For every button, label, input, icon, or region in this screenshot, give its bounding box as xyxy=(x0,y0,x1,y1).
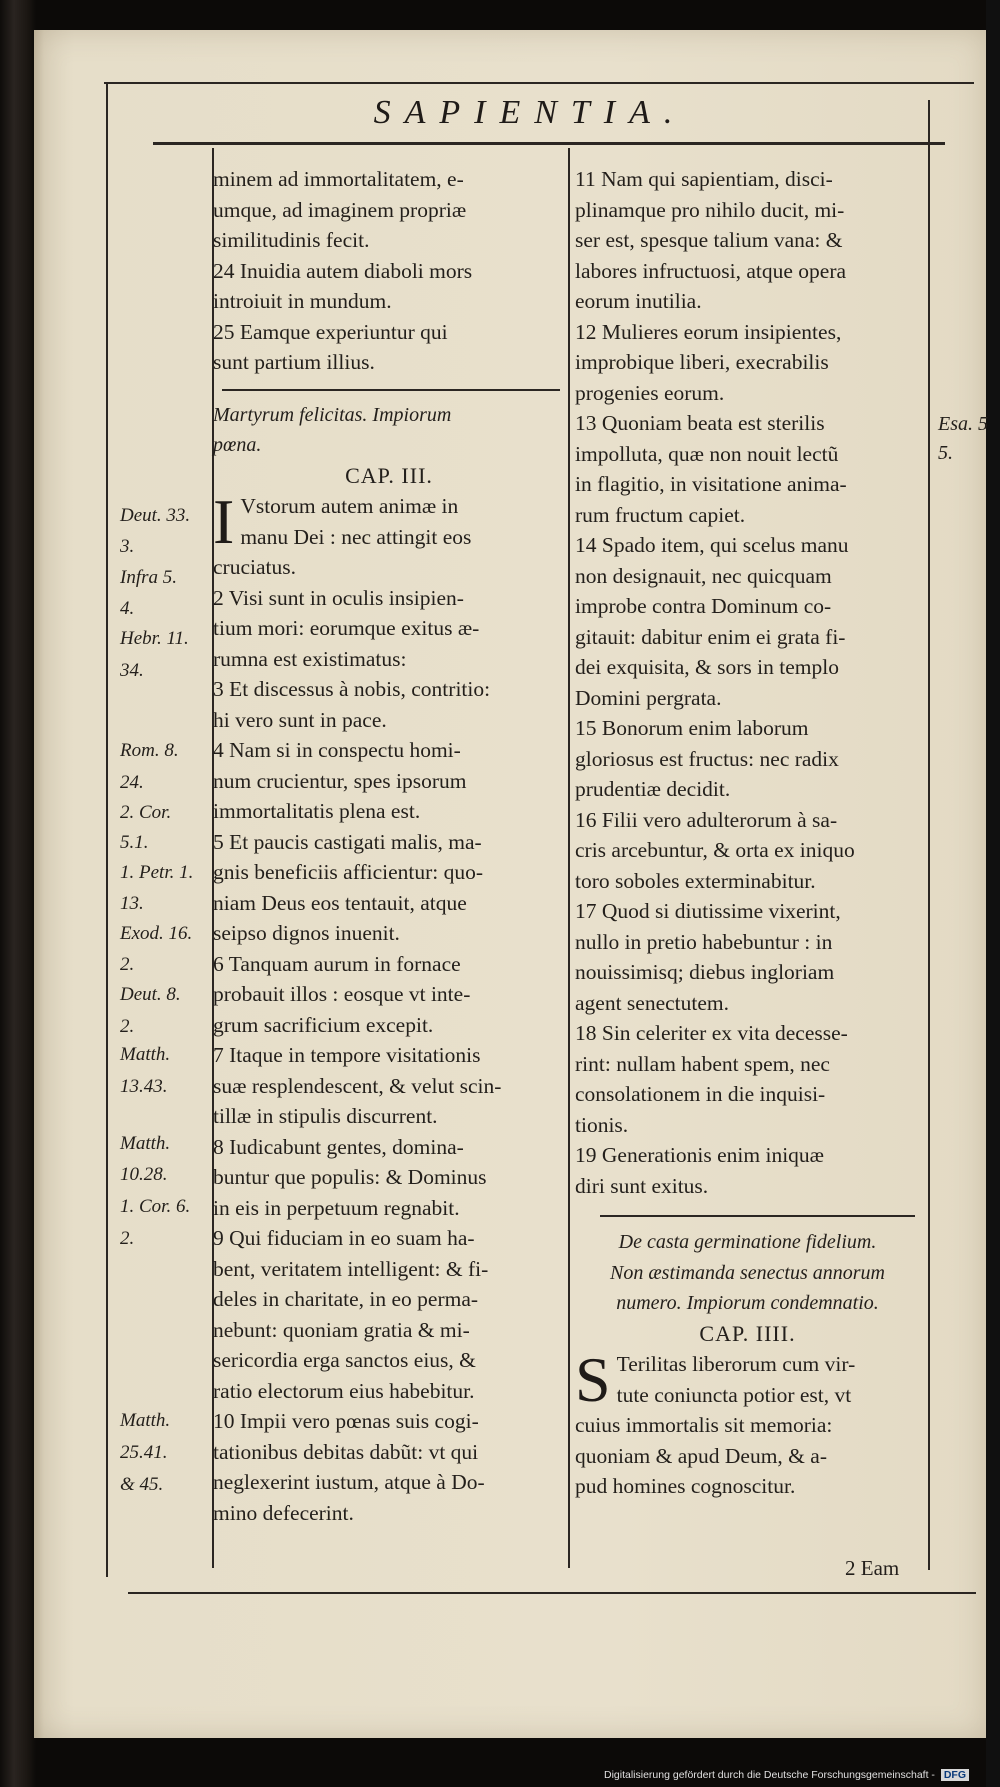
margin-reference: Deut. 8. xyxy=(120,984,181,1005)
text-line: 10 Impii vero pœnas suis cogi- xyxy=(213,1409,479,1433)
margin-reference: 13. xyxy=(120,893,144,914)
text-line: cruciatus. xyxy=(213,555,296,579)
top-rule xyxy=(104,82,974,84)
margin-reference: Exod. 16. xyxy=(120,923,193,944)
margin-reference: 25.41. xyxy=(120,1442,168,1463)
text-line: gitauit: dabitur enim ei grata fi- xyxy=(575,624,846,649)
text-line: 9 Qui fiduciam in eo suam ha- xyxy=(213,1226,475,1250)
text-line: 16 Filii vero adulterorum à sa- xyxy=(575,807,838,832)
text-line: nullo in pretio habebuntur : in xyxy=(575,929,833,954)
text-line: pud homines cognoscitur. xyxy=(575,1474,796,1498)
text-line: 17 Quod si diutissime vixerint, xyxy=(575,899,841,923)
text-line: 2 Visi sunt in oculis insipien- xyxy=(213,585,464,610)
text-line: umque, ad imaginem propriæ xyxy=(213,197,467,222)
column-divider-rule xyxy=(568,148,570,1568)
margin-reference: Infra 5. xyxy=(120,567,177,588)
text-line: nouissimisq; diebus ingloriam xyxy=(575,960,835,984)
text-line: 18 Sin celeriter ex vita decesse- xyxy=(575,1021,848,1045)
text-line: grum sacrificium excepit. xyxy=(213,1012,434,1037)
text-line: gloriosus est fructus: nec radix xyxy=(575,746,839,771)
section-heading: Non æstimanda senectus annorum xyxy=(610,1261,885,1284)
chapter-heading: CAP. IIII. xyxy=(699,1320,796,1346)
text-line: consolationem in die inquisi- xyxy=(575,1082,826,1106)
margin-reference: Matth. xyxy=(120,1133,171,1154)
section-heading: De casta germinatione fidelium. xyxy=(618,1231,877,1253)
margin-reference: 4. xyxy=(120,598,135,619)
text-line: progenies eorum. xyxy=(575,380,725,405)
margin-reference: 10.28. xyxy=(120,1164,168,1185)
text-line: 6 Tanquam aurum in fornace xyxy=(213,951,461,976)
text-line: toro soboles exterminabitur. xyxy=(575,868,816,893)
text-line: 4 Nam si in conspectu homi- xyxy=(213,738,461,762)
section-heading: pœna. xyxy=(213,434,262,456)
margin-reference: Hebr. 11. xyxy=(120,628,189,649)
text-line: suæ resplendescent, & velut scin- xyxy=(213,1073,502,1098)
text-line: cuius immortalis sit memoria: xyxy=(575,1413,833,1437)
section-heading: Martyrum felicitas. Impiorum xyxy=(213,403,452,426)
text-line: impolluta, quæ non nouit lectũ xyxy=(575,441,839,466)
right-margin-references xyxy=(938,413,988,465)
text-line: nebunt: quoniam gratia & mi- xyxy=(213,1317,470,1342)
text-line: minem ad immortalitatem, e- xyxy=(213,167,464,191)
header-rule xyxy=(153,142,945,145)
text-line: 15 Bonorum enim laborum xyxy=(575,716,809,740)
text-line: mino defecerint. xyxy=(213,1500,354,1525)
margin-reference: Matth. xyxy=(120,1044,171,1065)
text-line: 19 Generationis enim iniquæ xyxy=(575,1143,825,1167)
text-line: manu Dei : nec attingit eos xyxy=(240,524,472,549)
text-line: prudentiæ decidit. xyxy=(575,777,731,801)
text-line: similitudinis fecit. xyxy=(213,228,370,252)
dfg-logo: DFG xyxy=(941,1769,969,1781)
text-line: 25 Eamque experiuntur qui xyxy=(213,319,448,344)
right-text-column xyxy=(575,164,920,1502)
right-vertical-rule xyxy=(928,100,930,1570)
scan-right-edge xyxy=(986,0,1000,1787)
text-line: in flagitio, in visitatione anima- xyxy=(575,472,847,496)
text-line: niam Deus eos tentauit, atque xyxy=(213,890,467,915)
text-line: bent, veritatem intelligent: & fi- xyxy=(213,1256,489,1281)
text-line: sunt partium illius. xyxy=(213,350,375,374)
text-line: ratio electorum eius habebitur. xyxy=(213,1378,475,1403)
text-line: rint: nullam habent spem, nec xyxy=(575,1051,830,1076)
text-line: cris arcebuntur, & orta ex iniquo xyxy=(575,838,855,862)
text-line: deles in charitate, in eo perma- xyxy=(213,1287,479,1311)
margin-reference: 5. xyxy=(938,442,953,464)
margin-reference: 24. xyxy=(120,772,144,793)
margin-reference: 1. Petr. 1. xyxy=(120,862,194,883)
page-running-title: SAPIENTIA. xyxy=(373,94,687,131)
text-line: sericordia erga sanctos eius, & xyxy=(213,1348,476,1372)
margin-reference: 34. xyxy=(120,660,144,681)
text-line: labores infructuosi, atque opera xyxy=(575,258,847,283)
text-line: 5 Et paucis castigati malis, ma- xyxy=(213,829,482,854)
drop-cap: I xyxy=(213,491,235,552)
text-line: num crucientur, spes ipsorum xyxy=(213,768,467,793)
text-line: tionis. xyxy=(575,1112,629,1137)
text-line: tute coniuncta potior est, vt xyxy=(616,1382,852,1407)
text-line: non designauit, nec quicquam xyxy=(575,563,832,588)
text-line: 13 Quoniam beata est sterilis xyxy=(575,411,825,435)
digitization-credit xyxy=(604,1769,969,1781)
drop-cap: S xyxy=(575,1349,611,1410)
margin-reference: 13.43. xyxy=(120,1076,168,1097)
text-line: introiuit in mundum. xyxy=(213,289,392,313)
margin-reference: Deut. 33. xyxy=(120,505,191,526)
margin-reference: 3. xyxy=(120,536,135,557)
margin-reference: 2. xyxy=(120,1228,135,1249)
chapter-heading: CAP. III. xyxy=(345,462,433,488)
margin-reference: Esa. 5 xyxy=(938,413,988,435)
text-line: improbique liberi, execrabilis xyxy=(575,350,829,374)
text-line: tium mori: eorumque exitus æ- xyxy=(213,616,480,640)
text-line: Domini pergrata. xyxy=(575,685,722,710)
margin-reference: Matth. xyxy=(120,1410,171,1431)
left-text-column xyxy=(213,164,565,1528)
margin-reference: & 45. xyxy=(120,1474,164,1495)
margin-reference: 2. xyxy=(120,1016,135,1037)
text-line: 8 Iudicabunt gentes, domina- xyxy=(213,1134,464,1159)
text-line: Vstorum autem animæ in xyxy=(240,494,459,518)
text-line: neglexerint iustum, atque à Do- xyxy=(213,1470,485,1494)
margin-reference: 1. Cor. 6. xyxy=(120,1196,191,1217)
credit-text: Digitalisierung gefördert durch die Deutsche Forschungsgemeinschaft - xyxy=(604,1769,935,1781)
text-line: hi vero sunt in pace. xyxy=(213,707,387,732)
text-line: 7 Itaque in tempore visitationis xyxy=(213,1043,481,1067)
text-line: buntur que populis: & Dominus xyxy=(213,1165,487,1189)
margin-reference: 5.1. xyxy=(120,832,149,853)
text-line: seipso dignos inuenit. xyxy=(213,921,400,945)
text-line: probauit illos : eosque vt inte- xyxy=(213,982,471,1006)
margin-reference: Rom. 8. xyxy=(120,740,179,761)
text-line: ser est, spesque talium vana: & xyxy=(575,228,843,252)
text-line: 14 Spado item, qui scelus manu xyxy=(575,533,849,557)
bottom-rule xyxy=(128,1592,976,1594)
text-line: 24 Inuidia autem diaboli mors xyxy=(213,258,473,283)
catchword: 2 Eam xyxy=(845,1556,900,1580)
section-heading: numero. Impiorum condemnatio. xyxy=(616,1292,879,1314)
text-line: tillæ in stipulis discurrent. xyxy=(213,1104,438,1128)
text-line: agent senectutem. xyxy=(575,990,730,1015)
text-line: gnis beneficiis afficientur: quo- xyxy=(213,860,484,884)
text-line: diri sunt exitus. xyxy=(575,1173,709,1198)
text-line: eorum inutilia. xyxy=(575,289,702,313)
text-line: 3 Et discessus à nobis, contritio: xyxy=(213,677,491,701)
text-line: rum fructum capiet. xyxy=(575,502,746,527)
text-line: 12 Mulieres eorum insipientes, xyxy=(575,319,842,344)
text-line: Terilitas liberorum cum vir- xyxy=(616,1352,856,1376)
text-line: quoniam & apud Deum, & a- xyxy=(575,1443,827,1468)
outer-left-vertical-rule xyxy=(106,82,108,1577)
text-line: immortalitatis plena est. xyxy=(213,799,421,823)
text-line: in eis in perpetuum regnabit. xyxy=(213,1195,460,1220)
text-line: rumna est existimatus: xyxy=(213,646,407,671)
text-line: 11 Nam qui sapientiam, disci- xyxy=(575,167,833,191)
text-line: tationibus debitas dabũt: vt qui xyxy=(213,1439,479,1464)
text-line: dei exquisita, & sors in templo xyxy=(575,655,839,679)
text-line: plinamque pro nihilo ducit, mi- xyxy=(575,197,845,222)
text-line: improbe contra Dominum co- xyxy=(575,594,832,618)
margin-reference: 2. Cor. xyxy=(120,802,172,823)
margin-reference: 2. xyxy=(120,954,135,975)
